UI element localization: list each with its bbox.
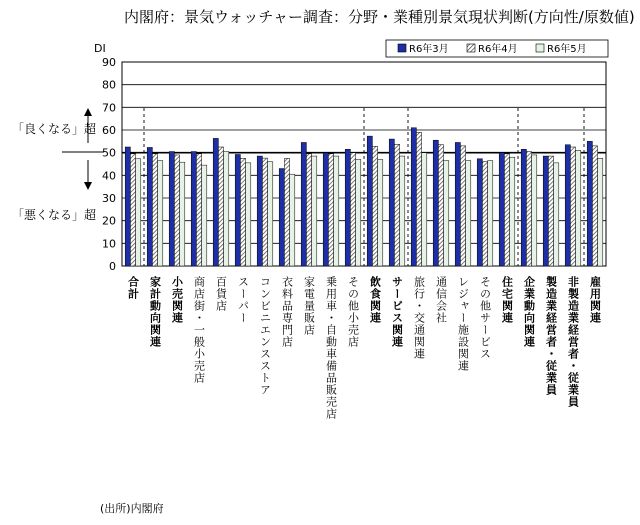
bar-r6-may: [554, 163, 559, 266]
x-tick-label: 製造業経営者・従業員: [544, 276, 558, 396]
bar-r6-mar: [565, 145, 570, 266]
y-tick-label: 30: [102, 192, 116, 205]
bar-r6-may: [488, 161, 493, 266]
bar-r6-apr: [570, 147, 575, 266]
y-tick-label: 10: [102, 237, 116, 251]
bar-r6-apr: [504, 154, 509, 266]
bar-r6-apr: [262, 158, 267, 266]
x-tick-label: 商店街・一般小売店: [192, 276, 206, 384]
x-tick-label: 乗用車・自動車備品販売店: [324, 276, 338, 420]
bar-r6-may: [290, 174, 295, 266]
legend-swatch: [398, 44, 406, 52]
bar-r6-may: [312, 156, 317, 266]
bar-r6-apr: [592, 146, 597, 266]
bar-r6-apr: [526, 152, 531, 266]
bar-r6-mar: [433, 140, 438, 266]
bar-r6-mar: [587, 141, 592, 266]
bar-r6-may: [598, 158, 603, 266]
bar-r6-mar: [455, 142, 460, 266]
bar-r6-apr: [416, 132, 421, 266]
bar-r6-mar: [367, 136, 372, 266]
bar-r6-apr: [482, 162, 487, 266]
bar-r6-apr: [372, 146, 377, 266]
bar-r6-apr: [438, 145, 443, 266]
bar-r6-may: [334, 156, 339, 266]
bar-r6-mar: [345, 149, 350, 266]
bar-r6-may: [510, 157, 515, 266]
x-tick-label: 百貨店: [214, 276, 228, 312]
bar-r6-may: [180, 162, 185, 266]
y-axis-label: DI: [94, 42, 106, 55]
good-annotation: 「良くなる」超: [12, 122, 97, 136]
bar-r6-may: [246, 163, 251, 266]
bar-r6-may: [224, 152, 229, 266]
x-tick-label: 家電量販店: [302, 276, 316, 336]
bar-r6-mar: [521, 149, 526, 266]
bar-r6-apr: [174, 155, 179, 266]
bar-r6-mar: [499, 153, 504, 266]
bar-r6-mar: [411, 128, 416, 266]
bad-annotation: 「悪くなる」超: [12, 208, 97, 222]
x-tick-label: 合計: [126, 276, 140, 300]
x-tick-label: サービス関連: [390, 276, 404, 348]
bar-r6-apr: [394, 144, 399, 266]
bar-r6-mar: [323, 153, 328, 266]
bar-r6-may: [532, 155, 537, 266]
bar-r6-mar: [301, 142, 306, 266]
bar-r6-apr: [196, 154, 201, 266]
bar-r6-mar: [191, 152, 196, 266]
x-tick-label: 衣料品専門店: [280, 276, 294, 348]
legend-label: R6年3月: [409, 44, 449, 55]
bar-r6-apr: [548, 156, 553, 266]
x-tick-label: その他サービス: [478, 276, 492, 360]
x-tick-label: 小売関連: [170, 276, 184, 324]
x-tick-label: レジャー施設関連: [456, 276, 470, 372]
bar-r6-apr: [306, 154, 311, 266]
bar-r6-may: [356, 159, 361, 266]
x-tick-label: スーパー: [236, 276, 250, 324]
legend-label: R6年4月: [478, 44, 518, 55]
y-tick-label: 60: [102, 124, 116, 137]
y-tick-label: 20: [102, 214, 116, 228]
bar-r6-may: [466, 161, 471, 266]
bar-r6-apr: [460, 146, 465, 266]
bar-r6-may: [576, 150, 581, 266]
bar-r6-apr: [284, 158, 289, 266]
bar-r6-apr: [328, 154, 333, 266]
x-tick-label: 雇用関連: [588, 276, 602, 324]
bar-r6-apr: [130, 154, 135, 266]
bar-r6-apr: [350, 153, 355, 266]
x-tick-label: その他小売店: [346, 276, 360, 348]
bar-r6-may: [378, 159, 383, 266]
direction-arrows: [62, 108, 104, 190]
bar-r6-may: [268, 162, 273, 266]
x-tick-label: 企業動向関連: [522, 276, 536, 348]
bar-r6-apr: [152, 154, 157, 266]
legend-swatch: [536, 44, 544, 52]
source-note: (出所)内閣府: [100, 502, 164, 515]
x-tick-label: 通信会社: [434, 276, 448, 324]
bar-r6-may: [422, 153, 427, 266]
y-tick-label: 0: [109, 260, 116, 273]
bar-r6-mar: [169, 152, 174, 266]
bar-r6-may: [400, 156, 405, 266]
y-tick-label: 80: [102, 78, 116, 92]
bar-r6-mar: [543, 156, 548, 266]
bar-r6-may: [444, 161, 449, 266]
bar-r6-may: [136, 159, 141, 266]
x-tick-label: 住宅関連: [500, 276, 514, 324]
y-tick-label: 70: [102, 101, 116, 115]
x-tick-label: 非製造業経営者・従業員: [566, 276, 580, 408]
x-tick-label: 家計動向関連: [148, 276, 162, 348]
bar-r6-apr: [240, 158, 245, 266]
bar-r6-mar: [477, 159, 482, 266]
y-tick-label: 40: [102, 169, 116, 183]
bar-r6-mar: [279, 169, 284, 266]
x-tick-label: 旅行・交通関連: [412, 276, 426, 360]
bar-r6-may: [202, 165, 207, 266]
legend-label: R6年5月: [547, 44, 587, 55]
bar-r6-mar: [125, 147, 130, 266]
y-tick-label: 50: [102, 146, 116, 160]
legend-swatch: [467, 44, 475, 52]
x-tick-label: 飲食関連: [368, 276, 382, 324]
bar-r6-mar: [147, 147, 152, 266]
bar-r6-mar: [213, 138, 218, 266]
bar-r6-mar: [235, 154, 240, 266]
bar-r6-apr: [218, 147, 223, 266]
bar-r6-mar: [257, 156, 262, 266]
bar-r6-may: [158, 161, 163, 266]
y-tick-label: 90: [102, 56, 116, 69]
bar-r6-mar: [389, 139, 394, 266]
x-tick-label: コンビニエンスストア: [258, 276, 272, 396]
chart-title: 内閣府：景気ウォッチャー調査：分野・業種別景気現状判断(方向性/原数値): [124, 8, 635, 26]
